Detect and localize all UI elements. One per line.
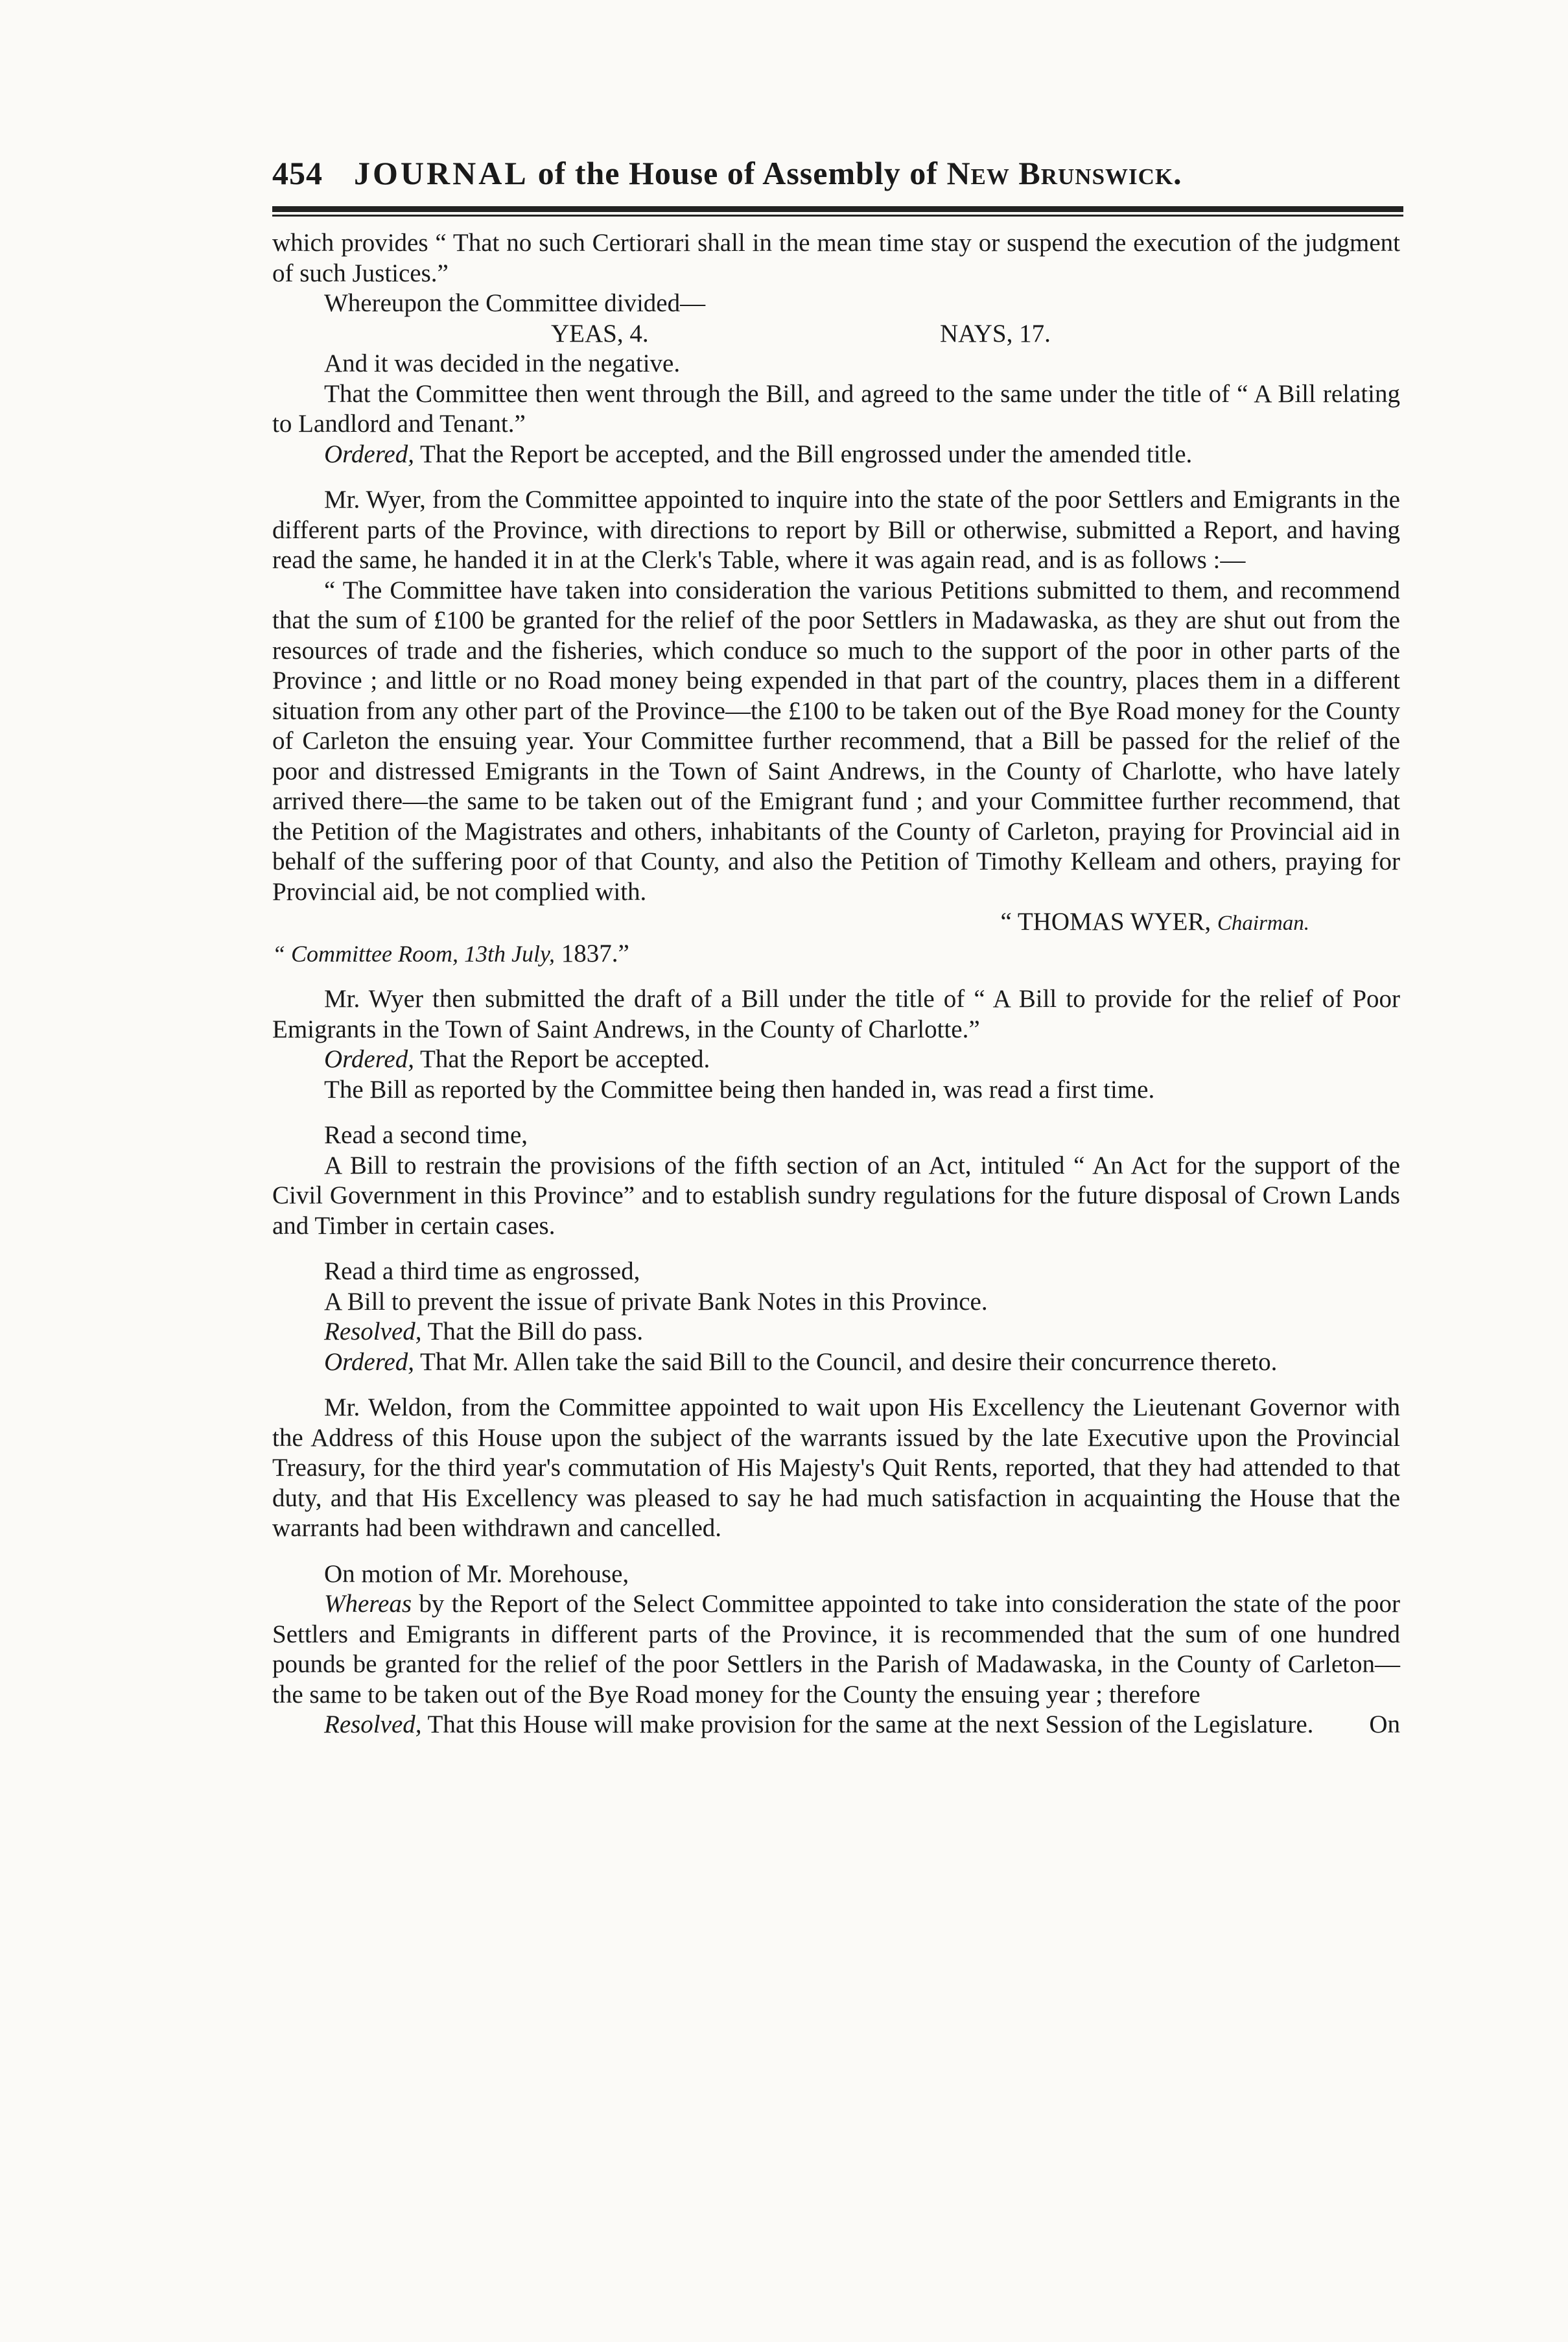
ordered-text: That Mr. Allen take the said Bill to the Council, and desire their concurrence thereto. xyxy=(414,1347,1278,1376)
page-body xyxy=(272,228,1400,1740)
header-province: New Brunswick. xyxy=(946,155,1182,191)
room-year: 1837.” xyxy=(554,939,629,967)
paragraph-crown-lands-bill: A Bill to restrain the provisions of the fifth section of an Act, intituled “ An Act for the support of the Civil Government in this Province” and to establish sundry regulations for the future disposal of Crown Lands and Timber in certain cases. xyxy=(272,1151,1400,1240)
signature-line xyxy=(272,907,1400,939)
catchword: On xyxy=(1369,1710,1400,1738)
ordered-label: Ordered, xyxy=(324,1347,414,1376)
page-number: 454 xyxy=(272,155,323,191)
paragraph-resolved-1 xyxy=(272,1317,1400,1347)
resolved-text: That this House will make provision for the same at the next Session of the Legislature. xyxy=(421,1710,1314,1738)
paragraph-landlord-bill: That the Committee then went through the Bill, and agreed to the same under the title of “ A Bill relating to Landlord and Tenant.” xyxy=(272,379,1400,438)
whereas-text: by the Report of the Select Committee appointed to take into consideration the state of the poor Settlers and Emigrants in different parts of the Province, it is recommended that the sum of one hundred pounds be granted for the relief of the poor Settlers in the Parish of Madawaska, in the County of Carleton—the same to be taken out of the Bye Road money for the County the ensuing year ; therefore xyxy=(272,1590,1400,1709)
resolved-label: Resolved, xyxy=(324,1318,422,1345)
paragraph-wyer-bill: Mr. Wyer then submitted the draft of a Bill under the title of “ A Bill to provide for the relief of Poor Emigrants in the Town of Saint Andrews, in the County of Charlotte.” xyxy=(272,985,1400,1043)
whereas-label: Whereas xyxy=(324,1590,412,1618)
paragraph-ordered-3 xyxy=(272,1347,1400,1378)
paragraph-ordered-2 xyxy=(272,1045,1400,1075)
paragraph-motion: On motion of Mr. Morehouse, xyxy=(324,1559,629,1588)
paragraph-second-reading: Read a second time, xyxy=(324,1121,528,1149)
room-label: “ Committee Room, 13th July, xyxy=(272,940,555,967)
paragraph-committee-report: “ The Committee have taken into consideration the various Petitions submitted to them, and recommend that the sum of £100 be granted for the relief of the poor Settlers in Madawaska, as they are shut out from the resources of trade and the fisheries, which conduce so much to the support of the poor in other parts of the Province ; and little or no Road money being expended in that part of the country, places them in a different situation from any other part of the Province—the £100 to be taken out of the Bye Road money for the County of Carleton the ensuing year. Your Committee further recommend, that a Bill be passed for the relief of the poor and distressed Emigrants in the Town of Saint Andrews, in the County of Charlotte, who have lately arrived there—the same to be taken out of the Emigrant fund ; and your Committee further recommend, that the Petition of the Magistrates and others, inhabitants of the County of Carleton, praying for Provincial aid in behalf of the suffering poor of that County, and also the Petition of Timothy Kelleam and others, praying for Provincial aid, be not complied with. xyxy=(272,576,1400,906)
resolved-label: Resolved, xyxy=(324,1710,422,1738)
header-journal: JOURNAL xyxy=(354,155,529,191)
nays-count: NAYS, 17. xyxy=(940,319,1051,348)
paragraph-weldon: Mr. Weldon, from the Committee appointed to wait upon His Excellency the Lieutenant Governor with the Address of this House upon the subject of the warrants issued by the late Executive upon the Provincial Treasury, for the third year's commutation of His Majesty's Quit Rents, reported, that they had attended to that duty, and that His Excellency was pleased to say he had much satisfaction in acquainting the House that the warrants had been withdrawn and cancelled. xyxy=(272,1393,1400,1542)
paragraph-bank-notes-bill: A Bill to prevent the issue of private Bank Notes in this Province. xyxy=(324,1287,988,1316)
running-header xyxy=(272,154,1400,192)
ordered-label: Ordered, xyxy=(324,440,414,468)
paragraph-ordered-1 xyxy=(272,440,1400,470)
paragraph-certiorari: which provides “ That no such Certiorari shall in the mean time stay or suspend the execution of the judgment of such Justices.” xyxy=(272,229,1400,287)
ordered-label: Ordered, xyxy=(324,1045,414,1073)
signature-name: “ THOMAS WYER, xyxy=(1000,908,1211,936)
paragraph-negative: And it was decided in the negative. xyxy=(324,349,681,377)
header-rule-thin xyxy=(272,215,1403,217)
ordered-text: That the Report be accepted, and the Bill engrossed under the amended title. xyxy=(414,440,1193,468)
paragraph-wyer-report: Mr. Wyer, from the Committee appointed to inquire into the state of the poor Settlers and Emigrants in the different parts of the Province, with directions to report by Bill or otherwise, submitted a Report, and having read the same, he handed it in at the Clerk's Table, where it was again read, and is as follows :— xyxy=(272,486,1400,574)
committee-room-date xyxy=(272,939,1400,969)
resolved-text: That the Bill do pass. xyxy=(421,1318,644,1345)
paragraph-third-reading: Read a third time as engrossed, xyxy=(324,1257,640,1285)
signature-title: Chairman. xyxy=(1217,912,1309,935)
paragraph-whereas xyxy=(272,1589,1400,1710)
header-rest: of the House of Assembly of xyxy=(537,155,938,191)
ordered-text: That the Report be accepted. xyxy=(414,1045,710,1073)
vote-tally xyxy=(272,319,1400,349)
header-rule-thick xyxy=(272,206,1403,212)
paragraph-first-reading: The Bill as reported by the Committee being then handed in, was read a first time. xyxy=(324,1075,1155,1104)
paragraph-resolved-2 xyxy=(272,1710,1400,1740)
yeas-count: YEAS, 4. xyxy=(551,319,649,348)
paragraph-divided: Whereupon the Committee divided— xyxy=(324,289,706,317)
